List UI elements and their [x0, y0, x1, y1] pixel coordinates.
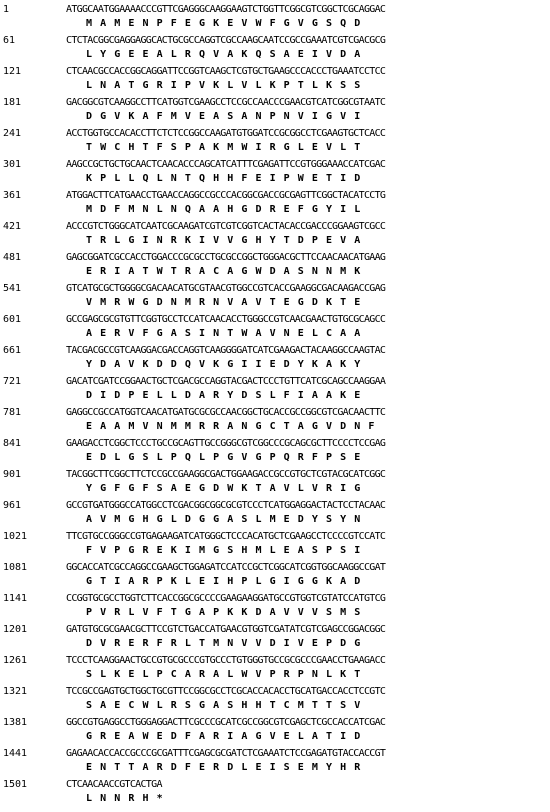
position-number: 961: [3, 500, 22, 511]
amino-acid-line: AERVFGASINTWAVNELCAA: [86, 328, 369, 339]
position-number: 901: [3, 469, 22, 480]
nucleotide-line: ACCTGGTGCCACACCTTCTCTCCGGCCAAGATGTGGATCCGCGGCCTCGAAGTGCTCACC: [66, 128, 386, 139]
amino-acid-line: YDAVKDDQVKGIIEDYKAKY: [86, 359, 369, 370]
nucleotide-line: TACGACGCCGTCAAGGACGACCAGGTCAAGGGGATCATCGAAGACTACAAGGCCAAGTAC: [66, 345, 386, 356]
position-number: 841: [3, 438, 22, 449]
nucleotide-line: CTCAACAACCGTCACTGA: [66, 779, 162, 790]
nucleotide-line: GCCGAGCGCGTGTTCGGTGCCTCCATCAACACCTGGGCCGTCAACGAACTGTGCGCAGCC: [66, 314, 386, 325]
sequence-row: [0, 685, 550, 715]
nucleotide-line: GTCATGCGCTGGGGCGACAACATGCGTAACGTGGCCGTCACCGAAGGCGACAAGACCGAG: [66, 283, 386, 294]
amino-acid-line: SLKELPCARALWVPRPNLKT: [86, 669, 369, 680]
position-number: 361: [3, 190, 22, 201]
amino-acid-line: LYGEEALRQVAKQSAEIVDA: [86, 49, 369, 60]
amino-acid-line: VMRWGDNMRNVAVTEGDKTE: [86, 297, 369, 308]
nucleotide-line: ATGGCAATGGAAAACCCGTTCGAGGGCAAGGAAGTCTGGTTCGGCGTCGGCTCGCAGGAC: [66, 4, 386, 15]
amino-acid-line: GREAWEDFARIAGVELATID: [86, 731, 369, 742]
nucleotide-line: GCCGTGATGGGCCATGGCCTCGACGGCGGCGCGTCCCTCATGGAGGACTACTCCTACAAC: [66, 500, 386, 511]
nucleotide-line: CCGGTGCGCCTGGTCTTCACCGGCGCCCCGAAGAAGGATGCCGTGGTCGTATCCATGTCG: [66, 593, 386, 604]
amino-acid-line: GTIARPKLEIHPLGIGGKAD: [86, 576, 369, 587]
position-number: 241: [3, 128, 22, 139]
amino-acid-line: LNATGRIPVKLVLKPTLKSS: [86, 80, 369, 91]
amino-acid-line: KPLLQLNTQHHFEIPWETID: [86, 173, 369, 184]
sequence-row: [0, 313, 550, 343]
nucleotide-line: GAAGACCTCGGCTCCCTGCCGCAGTTGCCGGGCGTCGGCCCGCAGCGCTTCCCCTCCGAG: [66, 438, 386, 449]
nucleotide-line: GACGGCGTCAAGGCCTTCATGGTCGAAGCCTCCGCCAACCCGAACGTCATCGGCGTAATC: [66, 97, 386, 108]
position-number: 481: [3, 252, 22, 263]
sequence-row: [0, 406, 550, 436]
nucleotide-line: TCCGCCGAGTGCTGGCTGCGTTCCGGCGCCTCGCACCACACCTGCATGACCACCTCCGTC: [66, 686, 386, 697]
position-number: 601: [3, 314, 22, 325]
sequence-row: [0, 375, 550, 405]
sequence-row: [0, 654, 550, 684]
amino-acid-line: MDFMNLNQAAHGDREFGYIL: [86, 204, 369, 215]
amino-acid-line: EDLGSLPQLPGVGPQRFPSE: [86, 452, 369, 463]
sequence-row: [0, 592, 550, 622]
position-number: 541: [3, 283, 22, 294]
sequence-row: [0, 34, 550, 64]
amino-acid-line: DGVKAFMVEASANPNVIGVI: [86, 111, 369, 122]
position-number: 181: [3, 97, 22, 108]
nucleotide-line: GAGCGGATCGCCACCTGGACCCGCGCCTGCGCCGGCTGGGACGCTTCCAACAACATGAAG: [66, 252, 386, 263]
amino-acid-line: SAECWLRSGASHHTCMTTSV: [86, 700, 369, 711]
amino-acid-line: EAAMVNMMRRANGCTAGVDNF: [86, 421, 383, 432]
position-number: 1021: [3, 531, 28, 542]
sequence-row: [0, 158, 550, 188]
amino-acid-line: MAMENPFEGKEVWFGVGSQD: [86, 18, 369, 29]
amino-acid-line: ERIATWTRACAGWDASNNMK: [86, 266, 369, 277]
nucleotide-line: AAGCCGCTGCTGCAACTCAACACCCAGCATCATTTCGAGATTCCGTGGGAAACCATCGAC: [66, 159, 386, 170]
sequence-row: [0, 499, 550, 529]
position-number: 421: [3, 221, 22, 232]
amino-acid-line: FVPGREKIMGSHMLEASPSI: [86, 545, 369, 556]
amino-acid-line: DVRERFRLTMNVVDIVEPDG: [86, 638, 369, 649]
nucleotide-line: ACCCGTCTGGGCATCAATCGCAAGATCGTCGTCGGTCACTACACCGACCCGGAAGTCGCC: [66, 221, 386, 232]
sequence-row: [0, 65, 550, 95]
sequence-row: [0, 127, 550, 157]
sequence-row: [0, 716, 550, 746]
amino-acid-line: DIDPELLDARYDSLFIAAKE: [86, 390, 369, 401]
nucleotide-line: TTCGTGCCGGGCCGTGAGAAGATCATGGGCTCCCACATGCTCGAAGCCTCCCCGTCCATC: [66, 531, 386, 542]
sequence-row: [0, 220, 550, 250]
position-number: 1201: [3, 624, 28, 635]
amino-acid-line: LNNRH*: [86, 793, 171, 804]
position-number: 661: [3, 345, 22, 356]
nucleotide-line: ATGGACTTCATGAACCTGAACCAGGCCGCCCACGGCGACCGCGAGTTCGGCTACATCCTG: [66, 190, 386, 201]
amino-acid-line: ENTTARDFERDLEISEMYHR: [86, 762, 369, 773]
position-number: 1141: [3, 593, 28, 604]
position-number: 781: [3, 407, 22, 418]
position-number: 1381: [3, 717, 28, 728]
position-number: 1261: [3, 655, 28, 666]
position-number: 1501: [3, 779, 28, 790]
nucleotide-line: CTCTACGGCGAGGAGGCACTGCGCCAGGTCGCCAAGCAATCCGCCGAAATCGTCGACGCG: [66, 35, 386, 46]
position-number: 1321: [3, 686, 28, 697]
position-number: 721: [3, 376, 22, 387]
position-number: 121: [3, 66, 22, 77]
sequence-row: [0, 623, 550, 653]
sequence-row: [0, 96, 550, 126]
amino-acid-line: TRLGINRKIVVGHYTDPEVA: [86, 235, 369, 246]
sequence-row: [0, 344, 550, 374]
nucleotide-line: GAGAACACCACCGCCCGCGATTTCGAGCGCGATCTCGAAATCTCCGAGATGTACCACCGT: [66, 748, 386, 759]
sequence-row: [0, 778, 550, 808]
position-number: 301: [3, 159, 22, 170]
sequence-row: [0, 468, 550, 498]
sequence-row: [0, 747, 550, 777]
sequence-row: [0, 561, 550, 591]
nucleotide-line: GATGTGCGCGAACGCTTCCGTCTGACCATGAACGTGGTCGATATCGTCGAGCCGGACGGC: [66, 624, 386, 635]
sequence-row: [0, 282, 550, 312]
nucleotide-line: TCCCTCAAGGAACTGCCGTGCGCCCGTGCCCTGTGGGTGCCGCGCCCGAACCTGAAGACC: [66, 655, 386, 666]
sequence-row: [0, 189, 550, 219]
amino-acid-line: YGFGFSAEGDWKTAVLVRIG: [86, 483, 369, 494]
nucleotide-line: CTCAACGCCACCGGCAGGATTCCGGTCAAGCTCGTGCTGAAGCCCACCCTGAAATCCTCC: [66, 66, 386, 77]
amino-acid-line: AVMGHGLDGGASLMEDYSYN: [86, 514, 369, 525]
sequence-row: [0, 530, 550, 560]
nucleotide-line: GGCACCATCGCCAGGCCGAAGCTGGAGATCCATCCGCTCGGCATCGGTGGCAAGGCCGAT: [66, 562, 386, 573]
amino-acid-line: PVRLVFTGAPKKDAVVVSMS: [86, 607, 369, 618]
amino-acid-line: TWCHTFSPAKMWIRGLEVLT: [86, 142, 369, 153]
sequence-row: [0, 3, 550, 33]
position-number: 1081: [3, 562, 28, 573]
sequence-row: [0, 437, 550, 467]
nucleotide-line: GAGGCCGCCATGGTCAACATGATGCGCGCCAACGGCTGCACCGCCGGCGTCGACAACTTC: [66, 407, 386, 418]
nucleotide-line: GGCCGTGAGGCCTGGGAGGACTTCGCCCGCATCGCCGGCGTCGAGCTCGCCACCATCGAC: [66, 717, 386, 728]
position-number: 1441: [3, 748, 28, 759]
position-number: 1: [3, 4, 10, 15]
sequence-row: [0, 251, 550, 281]
nucleotide-line: GACATCGATCCGGAACTGCTCGACGCCAGGTACGACTCCCTGTTCATCGCAGCCAAGGAA: [66, 376, 386, 387]
position-number: 61: [3, 35, 16, 46]
nucleotide-line: TACGGCTTCGGCTTCTCCGCCGAAGGCGACTGGAAGACCGCCGTGCTCGTACGCATCGGC: [66, 469, 386, 480]
